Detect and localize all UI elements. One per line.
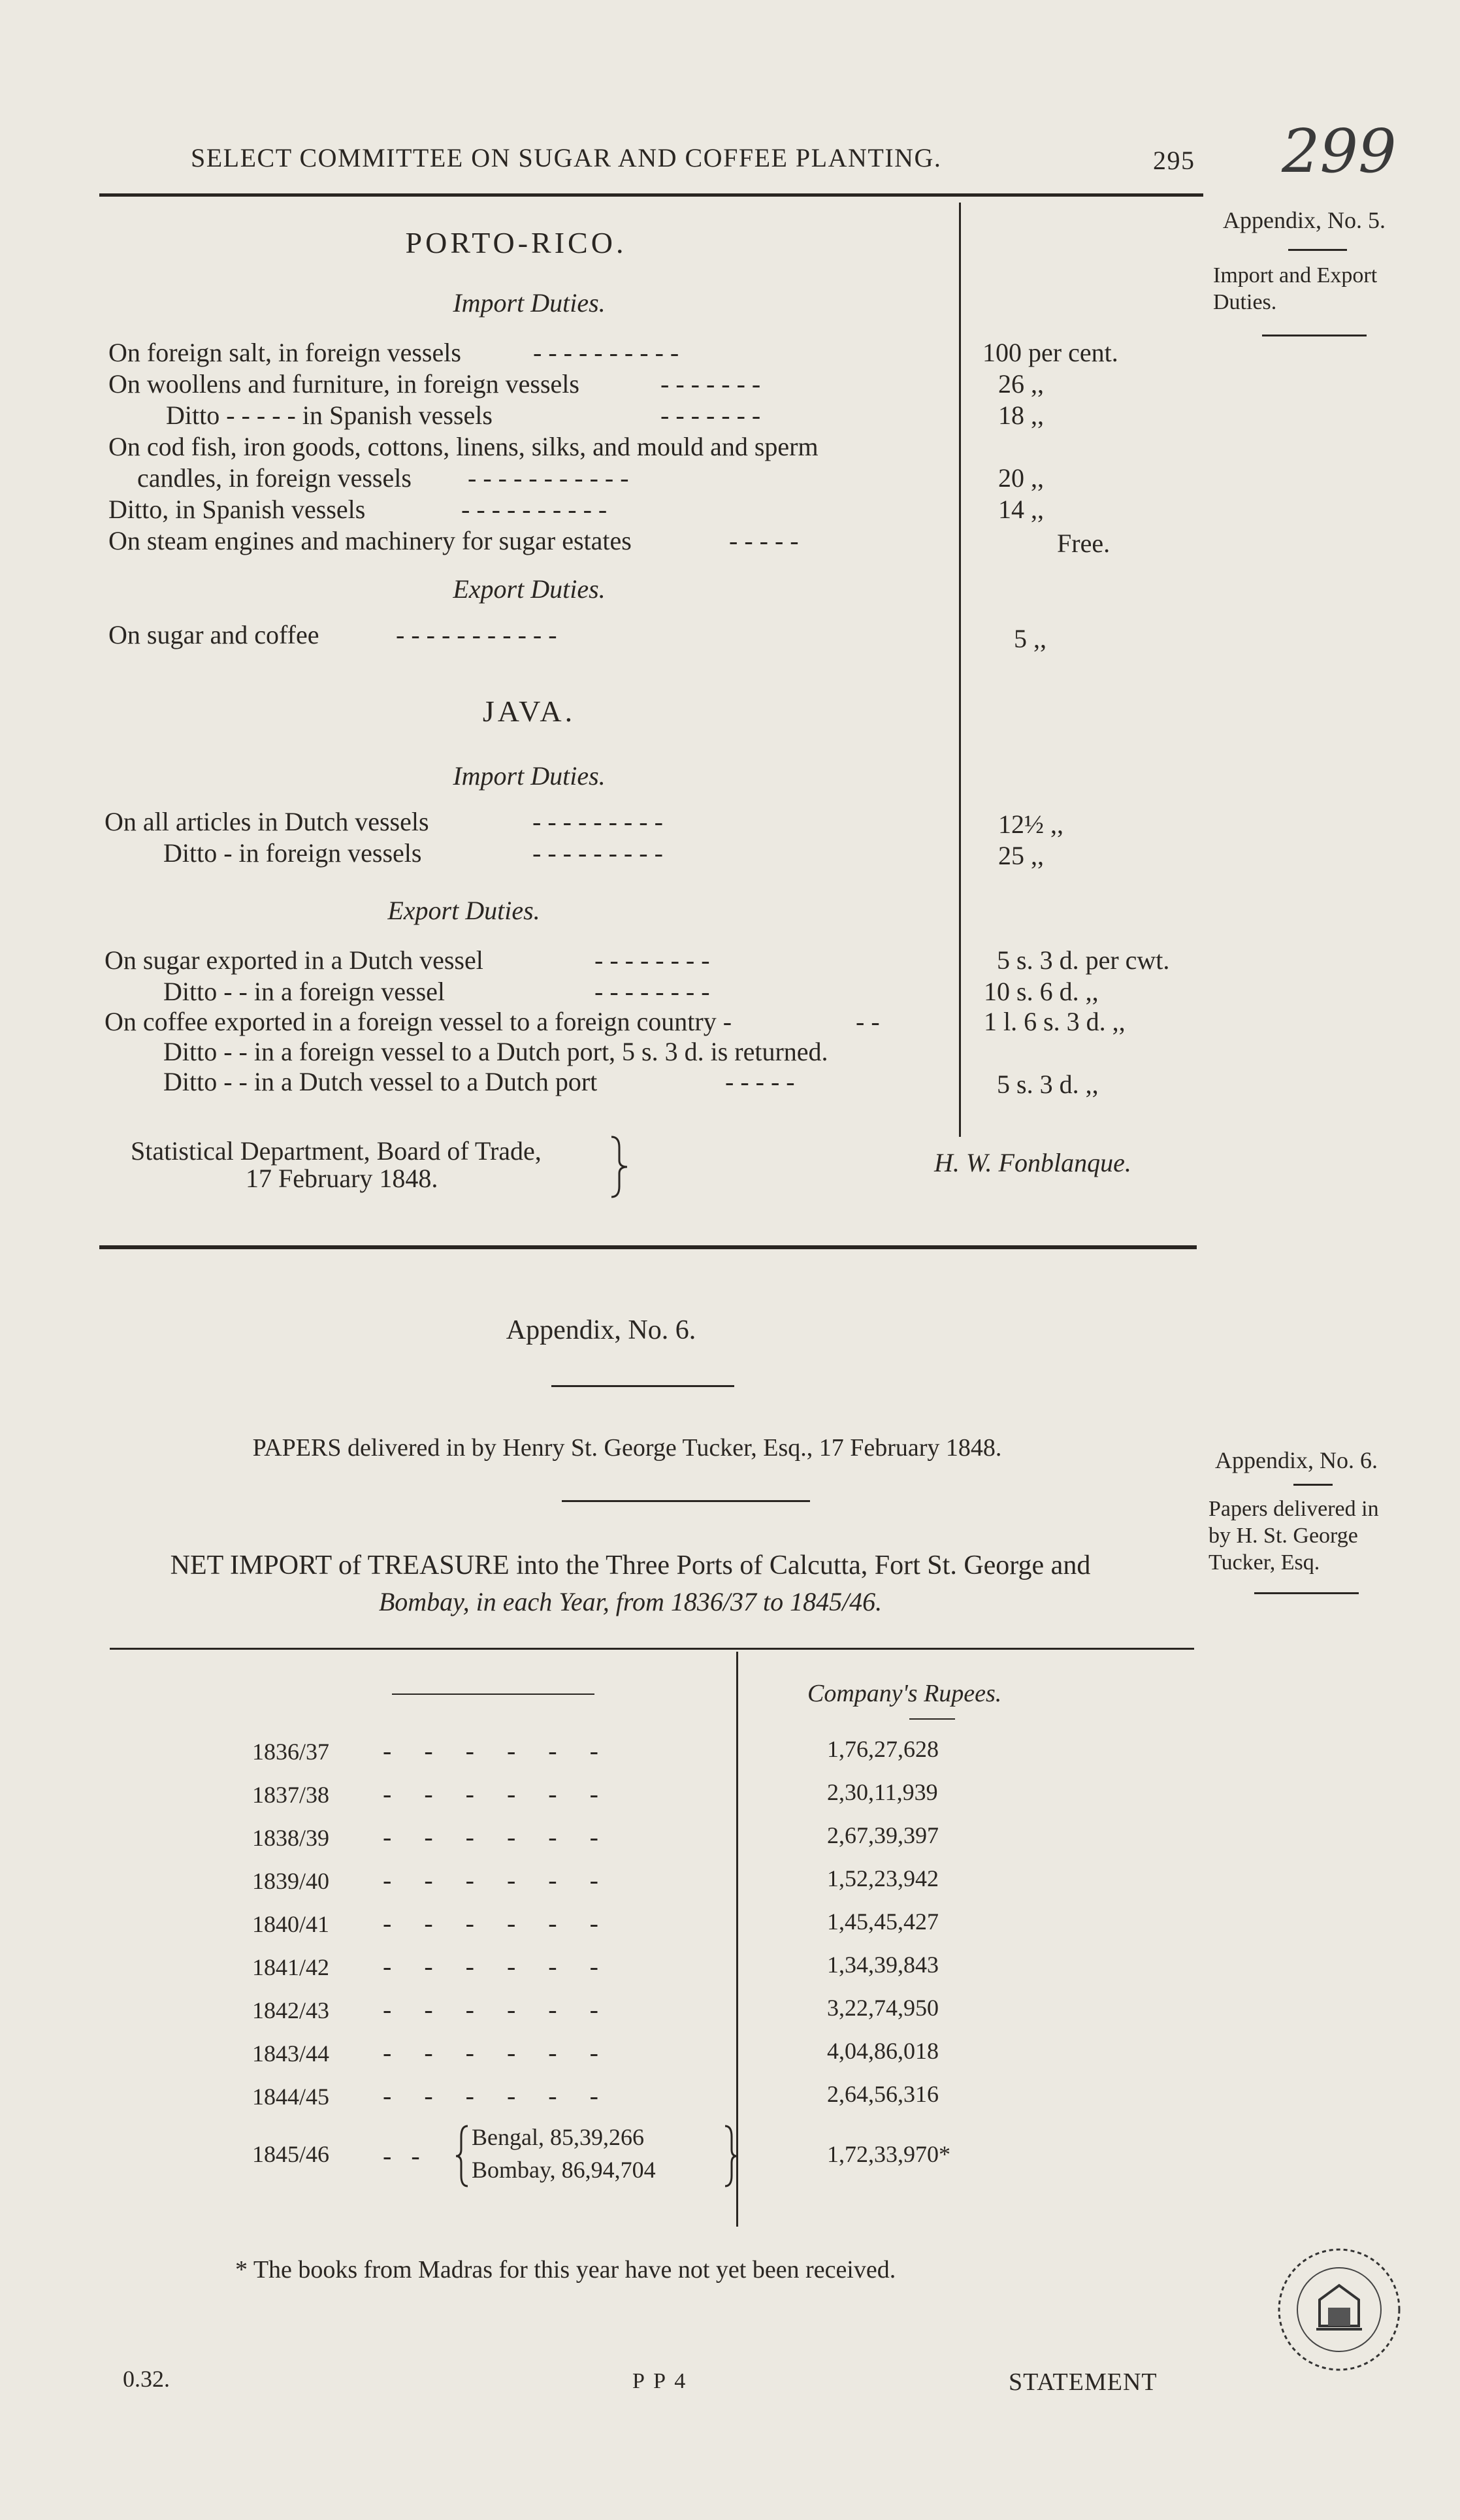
table-row [108,368,1206,399]
footer-catchword: STATEMENT [1009,2368,1158,2396]
java-import-heading: Import Duties. [453,761,606,791]
row-label: Ditto - - - - - in Spanish vessels [166,401,493,430]
leader-dashes: - - - - - - [383,1952,598,1981]
running-header-title: SELECT COMMITTEE ON SUGAR AND COFFEE PLANTING. [191,143,942,172]
leader-dashes: - - - - - - - [660,401,761,430]
statistical-dept-line2: 17 February 1848. [246,1164,438,1193]
row-label: candles, in foreign vessels [137,463,412,493]
right-brace-icon [722,2123,738,2189]
row-value: 100 per cent. [982,338,1118,367]
bengal-value: Bengal, 85,39,266 [472,2124,644,2150]
year-label: 1836/37 [252,1739,330,1765]
row-value: 18 ,, [998,401,1044,430]
margin-app6-rule2 [1254,1592,1359,1594]
java-export-heading: Export Duties. [387,896,540,925]
row-value: 25 ,, [998,841,1044,870]
year-label: 1840/41 [252,1911,330,1937]
porto-rico-export-heading: Export Duties. [453,574,606,604]
leader-dashes: - - - - - - [383,2081,598,2110]
row-value: Free. [1057,529,1111,558]
table-row [252,1865,939,1895]
row-label: Ditto, in Spanish vessels [108,495,366,524]
row-value: 14 ,, [998,495,1044,524]
row-value: 10 s. 6 d. ,, [984,977,1099,1006]
leader-dashes: - - - - - [729,526,799,555]
row-label: Ditto - in foreign vessels [163,838,422,868]
leader-dashes: - - - - - - - - [594,945,710,975]
row-label: On cod fish, iron goods, cottons, linens, silks, and mould and sperm [108,432,819,461]
margin-app5-title: Appendix, No. 5. [1223,207,1386,233]
row-label: Ditto - - in a foreign vessel [163,977,445,1006]
brace-icon [608,1134,631,1200]
leader-dashes: - - [856,1007,880,1036]
row-label: On woollens and furniture, in foreign vessels [108,369,579,399]
appendix-6-title: Appendix, No. 6. [506,1315,696,1345]
row-value: 26 ,, [998,369,1044,399]
leader-dashes: - - - - - - - - - - [461,495,608,524]
margin-app6-sub1: Papers delivered in [1209,1497,1379,1522]
table-row [252,1822,939,1852]
leader-dashes: - - - - - [725,1067,795,1096]
rupee-value: 1,52,23,942 [827,1865,939,1891]
row-value: 1 l. 6 s. 3 d. ,, [984,1007,1126,1036]
rupee-value: 1,45,45,427 [827,1908,939,1935]
leader-dashes: - - - - - - - - - - - [468,463,629,493]
margin-app5-sub1: Import and Export [1213,263,1378,288]
header-rule [99,193,1203,197]
leader-dashes: - - - - - - [383,1995,598,2024]
row-label: Ditto - - in a foreign vessel to a Dutch port, 5 s. 3 d. is returned. [163,1037,828,1066]
table-row [105,806,1202,837]
table-row [105,1006,1202,1037]
row-value: 20 ,, [998,463,1044,493]
table-row [252,1994,939,2025]
leader-dashes: - - - - - - - - - - [533,338,679,367]
appendix-6-rule [551,1385,734,1387]
leader-dashes: - - - - - - - [660,369,761,399]
treasure-stub-rule [392,1694,594,1695]
leader-dashes: - - - - - - - - - - - [396,620,557,649]
row-label: On all articles in Dutch vessels [105,807,429,836]
table-row [252,2080,939,2111]
row-label: Ditto - - in a Dutch vessel to a Dutch port [163,1067,598,1096]
java-heading: JAVA. [482,695,576,728]
rupee-value: 3,22,74,950 [827,1995,939,2021]
margin-note-appendix-6 [1209,1447,1437,1594]
margin-app5-rule [1288,249,1347,251]
row-label: On sugar and coffee [108,620,319,649]
leader-dashes: - - - - - - - - - [532,807,663,836]
table-row [108,431,1206,462]
table-row [108,619,1206,653]
net-import-line2: Bombay, in each Year, from 1836/37 to 1845/46. [378,1587,883,1616]
table-row [108,494,1206,525]
rupee-value: 1,34,39,843 [827,1952,939,1978]
net-import-line1: NET IMPORT of TREASURE into the Three Ports of Calcutta, Fort St. George and [170,1550,1091,1580]
year-label: 1844/45 [252,2084,330,2110]
rupee-value: 2,30,11,939 [827,1779,938,1805]
year-label: 1845/46 [252,2141,330,2167]
margin-app6-sub3: Tucker, Esq. [1209,1550,1320,1575]
porto-rico-heading: PORTO-RICO. [405,226,627,259]
row-label: On foreign salt, in foreign vessels [108,338,461,367]
footnote: * The books from Madras for this year have not yet been received. [235,2256,896,2283]
company-rupees-header: Company's Rupees. [807,1680,1002,1707]
treasure-table-top-rule [110,1648,1194,1650]
table-row [252,1778,938,1809]
year-label: 1842/43 [252,1997,330,2023]
margin-note-appendix-5 [1213,206,1432,336]
bombay-value: Bombay, 86,94,704 [472,2157,656,2183]
footer-signature-mark: P P 4 [632,2369,688,2393]
margin-app6-sub2: by H. St. George [1209,1523,1358,1548]
year-label: 1839/40 [252,1868,330,1894]
row-value: 12½ ,, [998,810,1063,839]
leader-dashes: - - [383,2141,420,2170]
rupee-value: 1,72,33,970* [827,2141,950,2167]
table-row [108,525,1206,556]
statistical-dept-line1: Statistical Department, Board of Trade, [131,1136,542,1166]
company-rupees-rule [909,1718,955,1720]
year-label: 1837/38 [252,1782,330,1808]
table-row-1845 [252,2123,1036,2195]
table-row [252,1951,939,1982]
table-row [252,1735,939,1766]
margin-app6-title: Appendix, No. 6. [1215,1447,1378,1473]
table-row [105,945,1202,975]
leader-dashes: - - - - - - [383,1736,598,1765]
row-label: On coffee exported in a foreign vessel to a foreign country - [105,1007,732,1036]
signature: H. W. Fonblanque. [934,1148,1131,1177]
porto-rico-import-heading: Import Duties. [453,288,606,318]
left-brace-icon [455,2123,470,2189]
leader-dashes: - - - - - - [383,1822,598,1852]
year-label: 1843/44 [252,2040,330,2067]
section-break-rule [99,1245,1197,1249]
row-label: On sugar exported in a Dutch vessel [105,945,483,975]
page-number: 295 [1153,146,1195,175]
papers-rule [562,1500,810,1502]
rupee-value: 2,64,56,316 [827,2081,939,2107]
handwritten-page-number: 299 [1282,116,1397,186]
leader-dashes: - - - - - - - - [594,977,710,1006]
margin-app5-rule2 [1262,335,1367,336]
leader-dashes: - - - - - - [383,2038,598,2067]
footer-left: 0.32. [123,2366,170,2392]
library-stamp-icon [1264,2234,1414,2385]
rupee-value: 4,04,86,018 [827,2038,939,2064]
papers-delivered-line: PAPERS delivered in by Henry St. George Tucker, Esq., 17 February 1848. [252,1434,1002,1462]
year-label: 1841/42 [252,1954,330,1980]
row-label: On steam engines and machinery for sugar estates [108,526,632,555]
margin-app6-rule [1293,1484,1333,1486]
row-value: 5 ,, [1014,624,1046,653]
margin-app5-sub2: Duties. [1213,289,1277,314]
row-value: 5 s. 3 d. per cwt. [997,945,1170,975]
year-label: 1838/39 [252,1825,330,1851]
table-row [252,1908,939,1939]
table-row [108,337,1206,368]
row-value: 5 s. 3 d. ,, [997,1070,1099,1099]
leader-dashes: - - - - - - [383,1779,598,1808]
rupee-value: 1,76,27,628 [827,1736,939,1762]
rupee-value: 2,67,39,397 [827,1822,939,1848]
leader-dashes: - - - - - - [383,1908,598,1938]
table-row [252,2037,939,2068]
leader-dashes: - - - - - - - - - [532,838,663,868]
leader-dashes: - - - - - - [383,1865,598,1895]
